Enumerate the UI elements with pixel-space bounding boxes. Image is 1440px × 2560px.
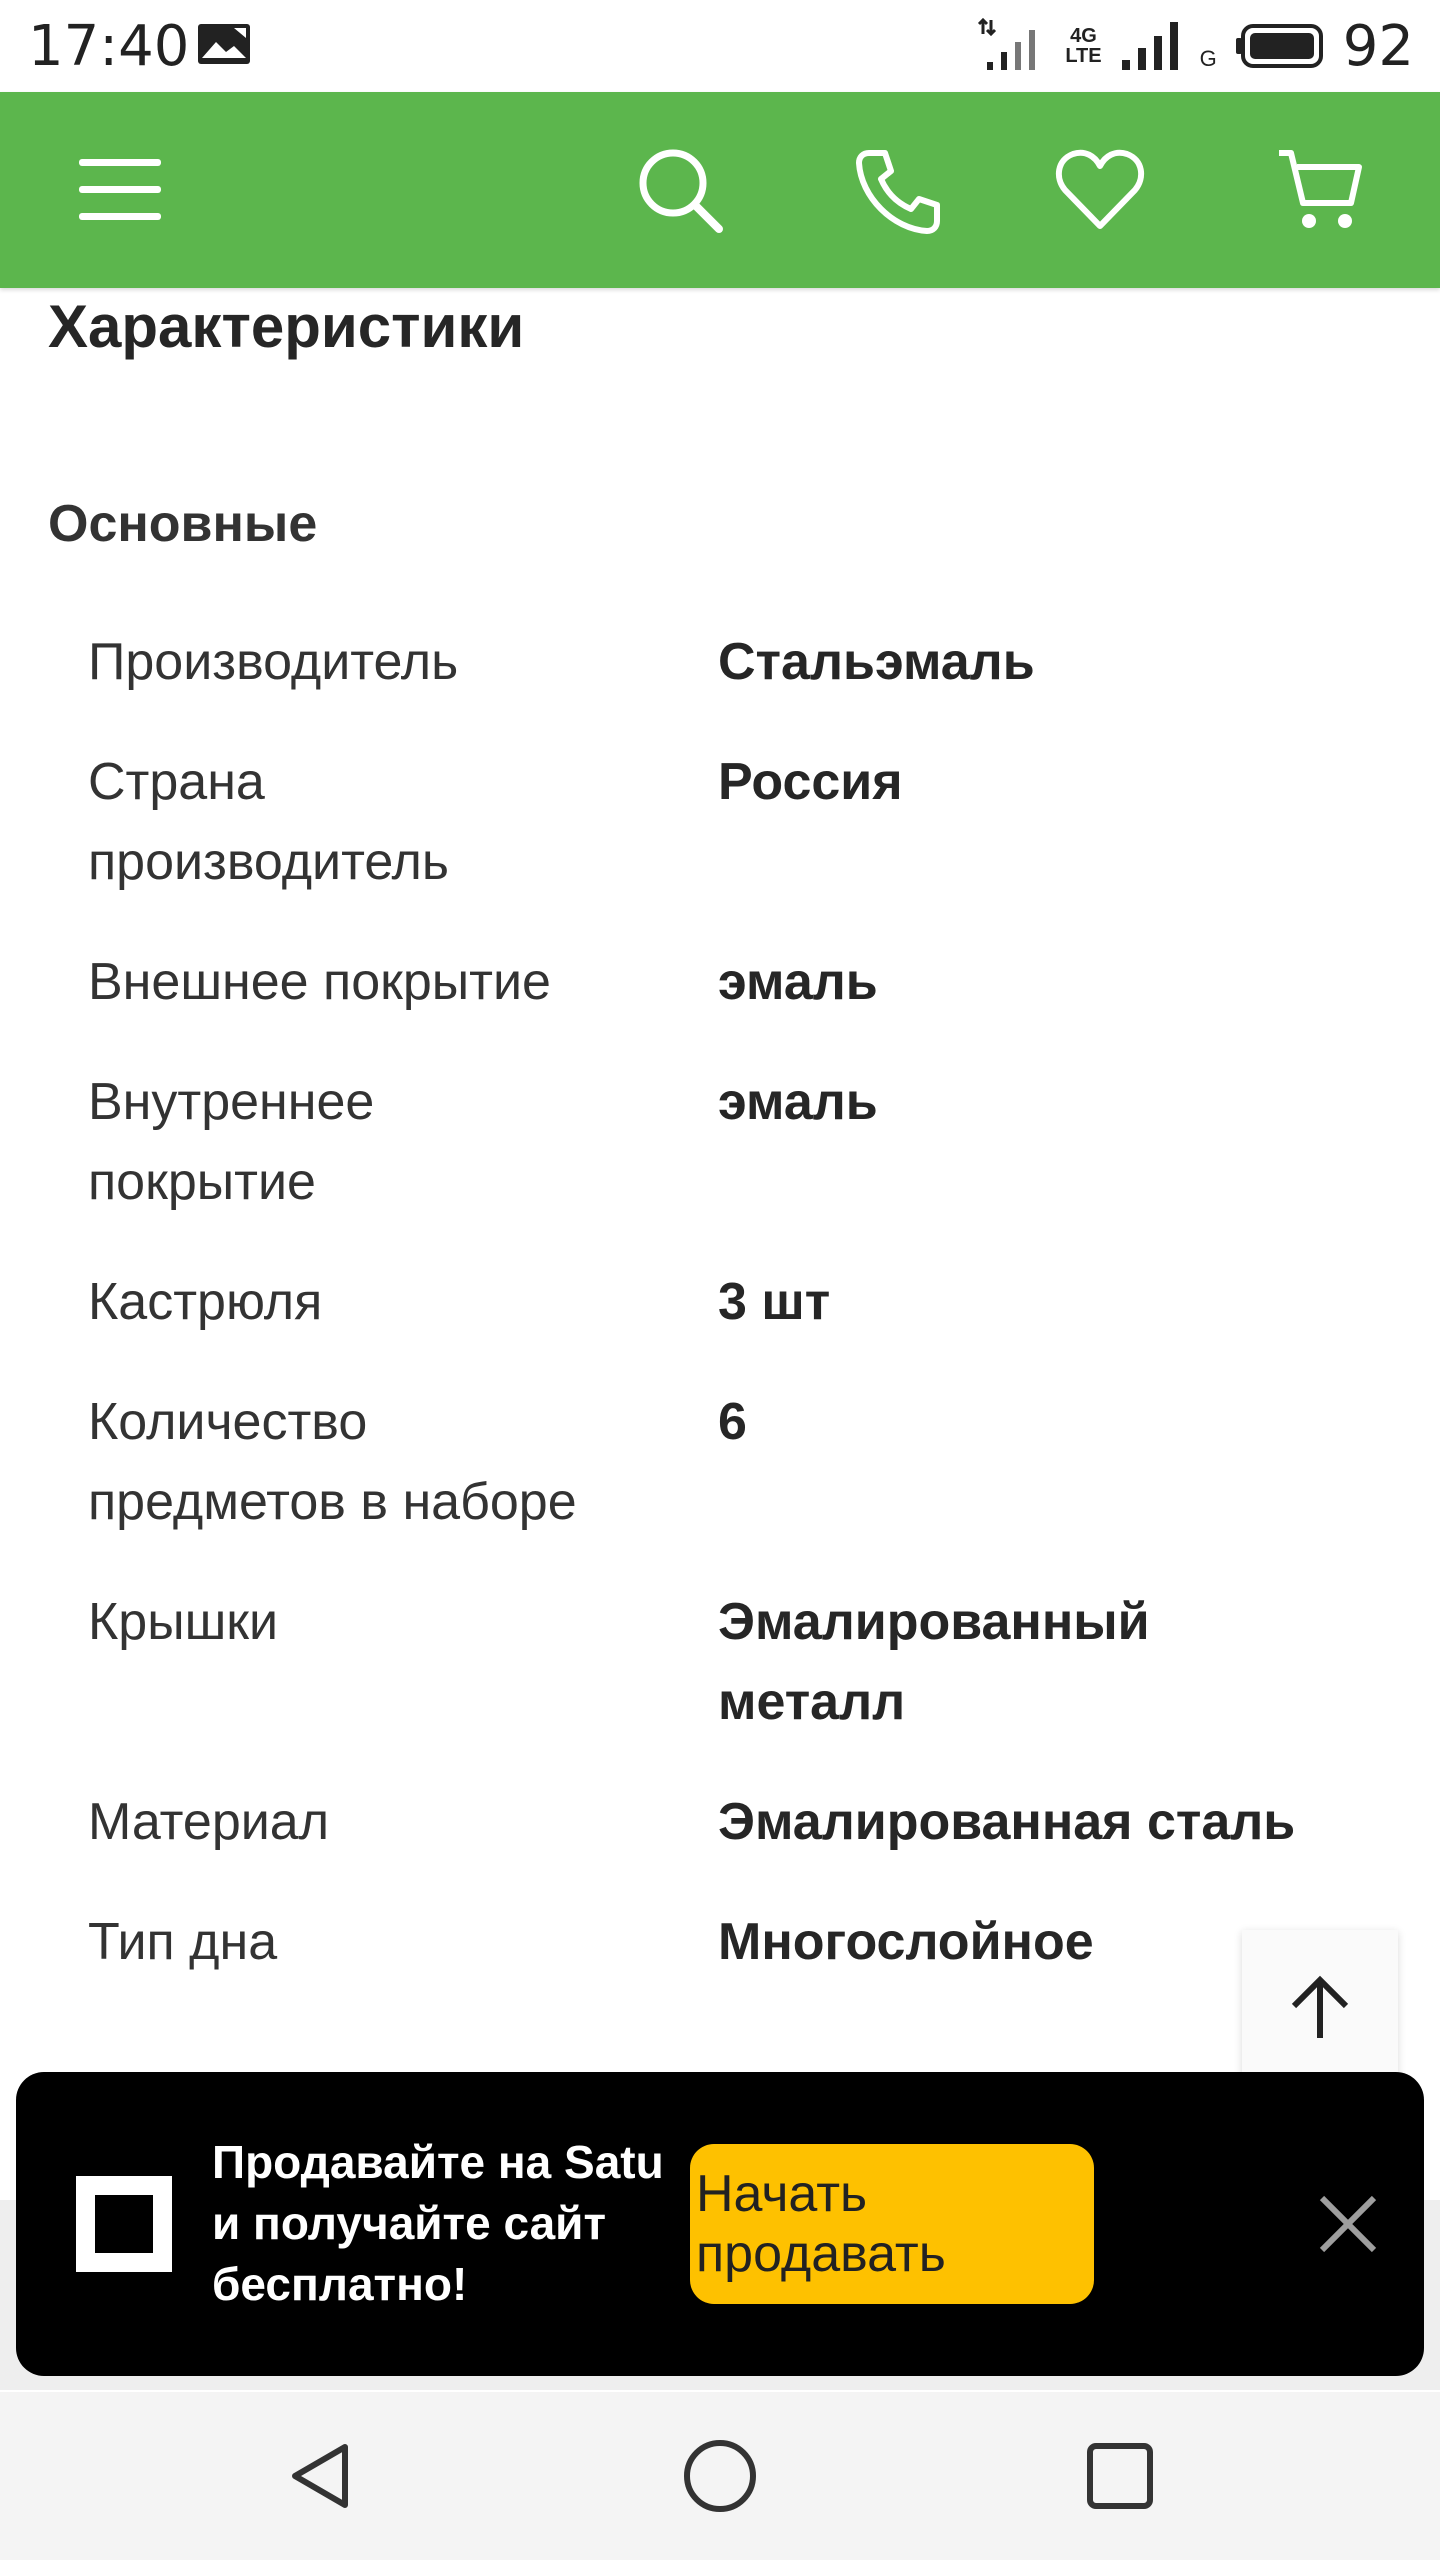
- spec-value: 6: [718, 1393, 747, 1451]
- home-icon: [682, 2438, 758, 2514]
- status-bar: [0, 0, 1440, 92]
- spec-label: Материал: [88, 1793, 330, 1851]
- network-type: 4G LTE: [1065, 25, 1102, 67]
- spec-row: [88, 1902, 1388, 1982]
- promo-text: Продавайте на Satu и получайте сайт бесплатно!: [212, 2136, 664, 2310]
- scroll-to-top-button[interactable]: [1242, 1930, 1398, 2086]
- battery-icon: [1235, 23, 1325, 69]
- spec-label: Внешнее покрытие: [88, 953, 551, 1011]
- back-icon: [287, 2441, 357, 2511]
- spec-value: эмаль: [718, 1073, 878, 1131]
- system-nav-bar: [0, 2392, 1440, 2560]
- heart-icon: [1055, 148, 1145, 232]
- spec-value: 3 шт: [718, 1273, 831, 1331]
- status-time: 17:40: [28, 14, 190, 79]
- recents-icon: [1085, 2441, 1155, 2511]
- spec-value: эмаль: [718, 953, 878, 1011]
- spec-row: [88, 1062, 1388, 1222]
- favorites-button[interactable]: [1048, 138, 1152, 242]
- group-title-basic: Основные: [48, 495, 318, 553]
- satu-logo-icon: [76, 2176, 172, 2272]
- network-type-2: G: [1199, 46, 1217, 71]
- cart-button[interactable]: [1268, 138, 1372, 242]
- spec-row: [88, 622, 1388, 702]
- spec-row: [88, 1262, 1388, 1342]
- spec-label: Крышки: [88, 1593, 279, 1651]
- signal-strength-2-icon: [1120, 20, 1182, 72]
- promo-banner: [16, 2072, 1424, 2376]
- spec-value: Многослойное: [718, 1913, 1094, 1971]
- close-icon[interactable]: [1312, 2188, 1384, 2260]
- nav-back-button[interactable]: [272, 2426, 372, 2526]
- spec-row: [88, 1582, 1388, 1742]
- search-button[interactable]: [628, 138, 732, 242]
- characteristics-title: Характеристики: [48, 293, 525, 360]
- spec-label: Тип дна: [88, 1913, 278, 1971]
- spec-label: Кастрюля: [88, 1273, 323, 1331]
- phone-button[interactable]: [848, 138, 952, 242]
- spec-row: [88, 1382, 1388, 1542]
- spec-label: Производитель: [88, 633, 459, 691]
- app-header: [0, 92, 1440, 288]
- spec-label: Внутреннее покрытие: [88, 1073, 375, 1211]
- spec-row: [88, 942, 1388, 1022]
- nav-home-button[interactable]: [670, 2426, 770, 2526]
- battery-level: 92: [1342, 13, 1414, 79]
- spec-value: Эмалированный металл: [718, 1593, 1150, 1731]
- signal-strength-icon: [977, 16, 1047, 76]
- spec-label: Количество предметов в наборе: [88, 1393, 577, 1531]
- phone-icon: [855, 145, 945, 235]
- specs-table: [88, 622, 1388, 2022]
- search-icon: [635, 145, 725, 235]
- spec-row: [88, 1782, 1388, 1862]
- menu-icon: [77, 157, 163, 223]
- start-selling-button[interactable]: Начать продавать: [690, 2144, 1094, 2304]
- spec-value: Эмалированная сталь: [718, 1793, 1296, 1851]
- cart-icon: [1275, 145, 1365, 235]
- spec-value: Стальэмаль: [718, 633, 1035, 691]
- spec-value: Россия: [718, 753, 903, 811]
- image-notification-icon: [196, 22, 252, 66]
- spec-label: Страна производитель: [88, 753, 449, 891]
- nav-recents-button[interactable]: [1070, 2426, 1170, 2526]
- arrow-up-icon: [1284, 1972, 1356, 2044]
- spec-row: [88, 742, 1388, 902]
- menu-button[interactable]: [68, 138, 172, 242]
